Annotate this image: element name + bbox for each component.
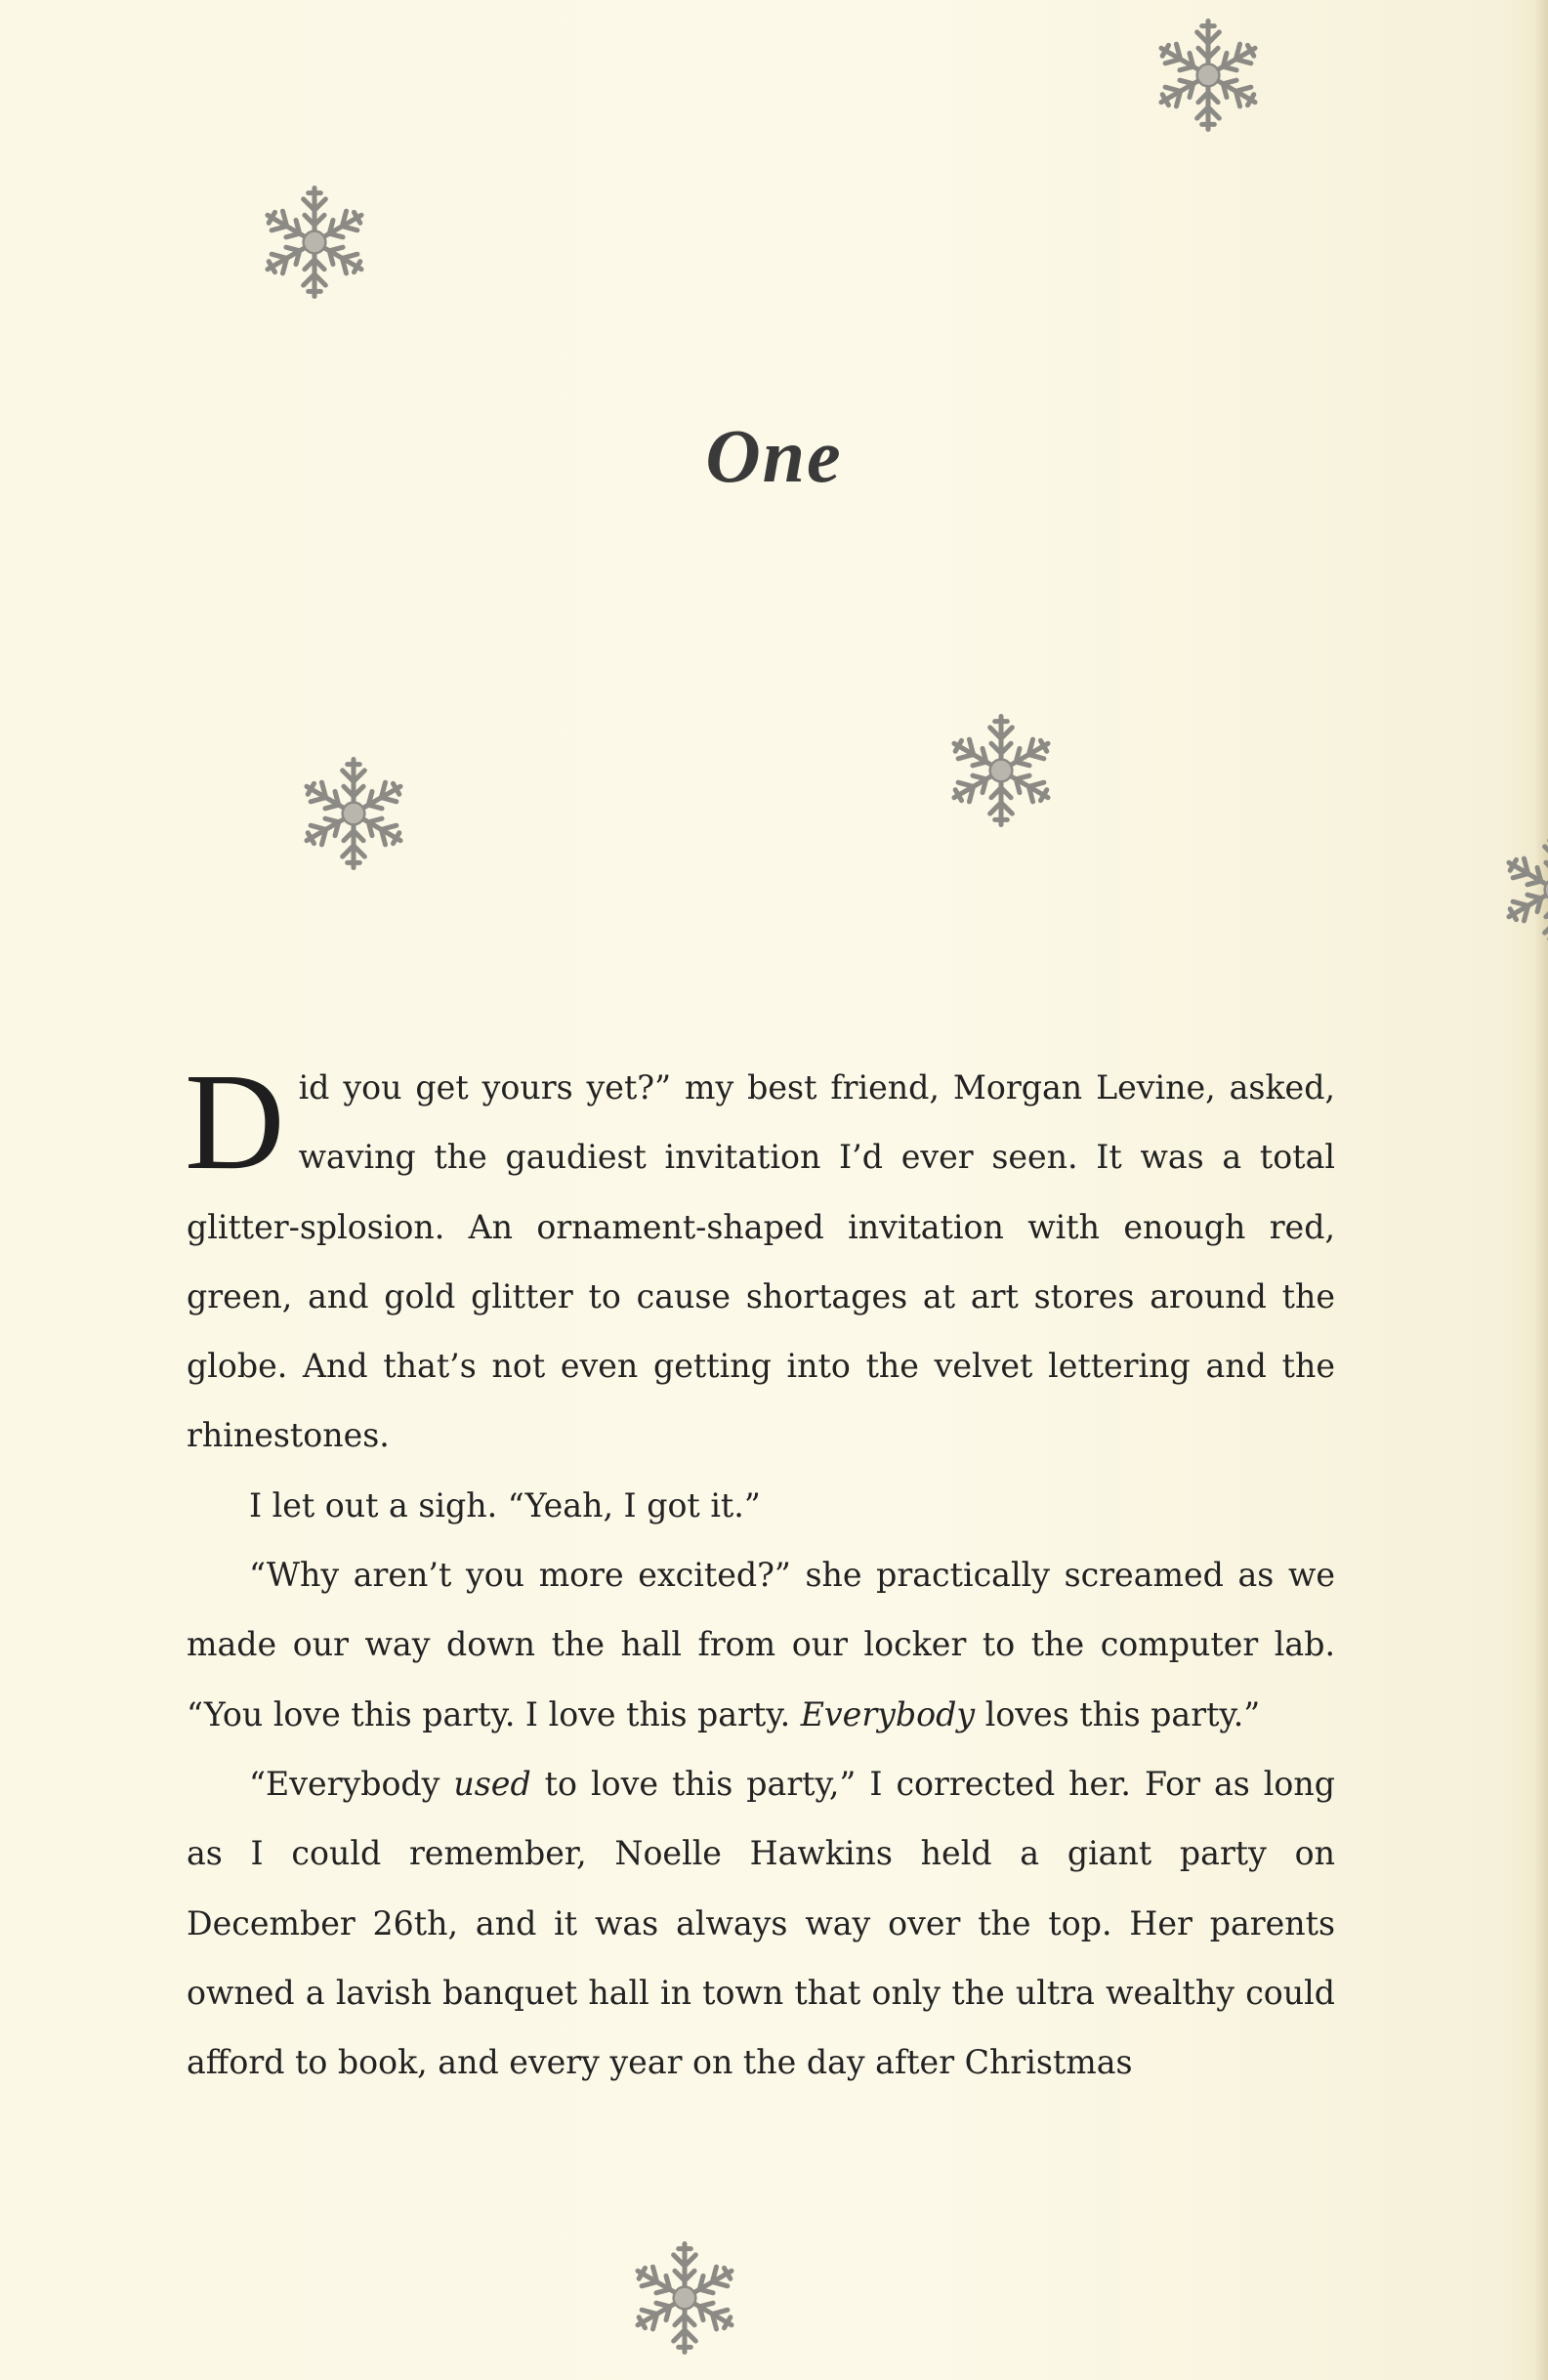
paragraph (187, 1540, 1335, 1749)
paragraph-text: to love this party,” I corrected her. For as long as I could remember, Noelle Hawkins held a giant party on December 26th, and it was always way over the top. Her parents owned a lavish banquet hall in town that only the ultra wealthy could afford to book, and every year on the day after Christmas (187, 1764, 1335, 2082)
paragraph-text: “Why aren’t you more excited?” she practically screamed as we made our way down the hall from our locker to the computer lab. “You love this party. I love this party. (187, 1556, 1335, 1733)
paragraph-text: id you get yours yet?” my best friend, Morgan Levine, asked, waving the gaudiest invitation I’d ever seen. It was a total glitter-splosion. An ornament-shaped invitation with enough red, green, and gold glitter to cause shortages at art stores around the globe. And that’s not even getting into the velvet lettering and the rhinestones. (187, 1068, 1335, 1455)
paragraph-text: loves this party.” (975, 1694, 1261, 1733)
emphasis-text: Everybody (800, 1694, 976, 1733)
emphasis-text: used (453, 1764, 531, 1803)
drop-cap: D (185, 1044, 285, 1198)
paragraph-text: I let out a sigh. “Yeah, I got it.” (249, 1485, 761, 1524)
paragraph-text: “Everybody (249, 1764, 454, 1803)
chapter-body (185, 1044, 1335, 2097)
snowflake-icon (292, 752, 415, 875)
snowflake-icon (253, 181, 376, 304)
page-edge-shadow (1534, 0, 1548, 2380)
paragraph (185, 1044, 1335, 1471)
snowflake-icon (623, 2236, 746, 2359)
paragraph (187, 1471, 1335, 1540)
snowflake-icon (940, 709, 1063, 832)
chapter-title: One (705, 413, 843, 498)
snowflake-icon (1147, 14, 1270, 137)
paragraph (187, 1749, 1335, 2097)
snowflake-icon (1494, 828, 1548, 951)
